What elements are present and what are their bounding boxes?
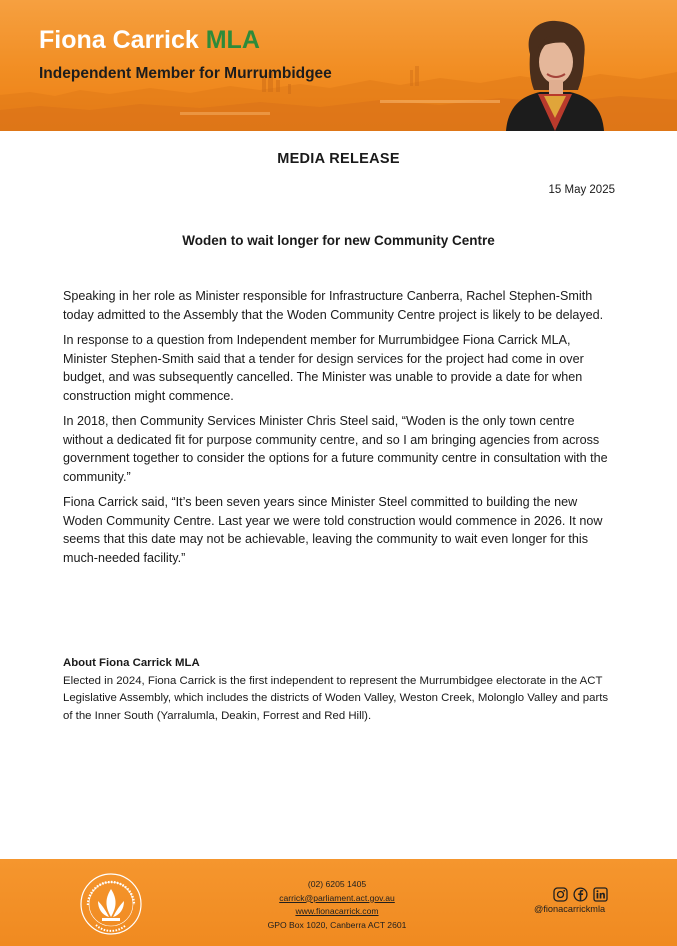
phone-number: (02) 6205 1405	[307, 879, 367, 889]
body-paragraph: Speaking in her role as Minister responsible for Infrastructure Canberra, Rachel Stephen-Smith today admitted to the Assembly that the Woden Community Centre project is likely to be delayed.	[63, 289, 604, 322]
release-headline: Woden to wait longer for new Community Centre	[182, 233, 495, 248]
header-banner	[0, 0, 677, 131]
about-title: About Fiona Carrick MLA	[63, 657, 200, 669]
email-link[interactable]: carrick@parliament.act.gov.au	[279, 892, 395, 903]
instagram-icon[interactable]	[553, 887, 568, 902]
social-handle[interactable]: @fionacarrickmla	[534, 904, 606, 914]
facebook-icon[interactable]	[573, 887, 588, 902]
linkedin-icon[interactable]	[593, 887, 608, 902]
member-name: Fiona Carrick MLA	[39, 26, 260, 54]
footer	[0, 859, 677, 946]
release-date: 15 May 2025	[548, 184, 615, 196]
about-text: Elected in 2024, Fiona Carrick is the first independent to represent the Murrumbidgee electorate in the ACT Legislative Assembly, which includes the districts of Woden Valley, Weston Creek, Molonglo Valley and parts of the Inner South (Yarralumla, Deakin, Forrest and Red Hill).	[63, 674, 609, 722]
postal-address: GPO Box 1020, Canberra ACT 2601	[267, 919, 407, 930]
body-paragraph: In response to a question from Independent member for Murrumbidgee Fiona Carrick MLA, Minister Stephen-Smith said that a tender for design services for the project had come in over budget, and was subsequently cancelled. The Minister was unable to provide a date for when construction might commence.	[63, 333, 584, 403]
website-link[interactable]: www.fionacarrick.com	[295, 906, 379, 917]
body-paragraph: In 2018, then Community Services Minister Chris Steel said, “Woden is the only town centre without a dedicated fit for purpose community centre, and so I am bringing agencies from across government together to consider the options for a future community centre in consultation with the community.”	[63, 414, 608, 484]
about-section	[63, 655, 619, 725]
media-release-label: MEDIA RELEASE	[277, 151, 400, 167]
assembly-member-seal-logo	[78, 871, 144, 937]
contact-block	[237, 878, 437, 932]
member-subtitle: Independent Member for Murrumbidgee	[39, 65, 332, 82]
release-body	[63, 287, 616, 574]
body-paragraph: Fiona Carrick said, “It’s been seven years since Minister Steel committed to building the new Woden Community Centre. Last year we were told construction would commence in 2026. It now seems that this date may not be achievable, leaving the community to wait even longer for this much-needed facility.”	[63, 495, 603, 565]
member-portrait-photo	[500, 18, 610, 131]
social-block	[534, 887, 634, 914]
